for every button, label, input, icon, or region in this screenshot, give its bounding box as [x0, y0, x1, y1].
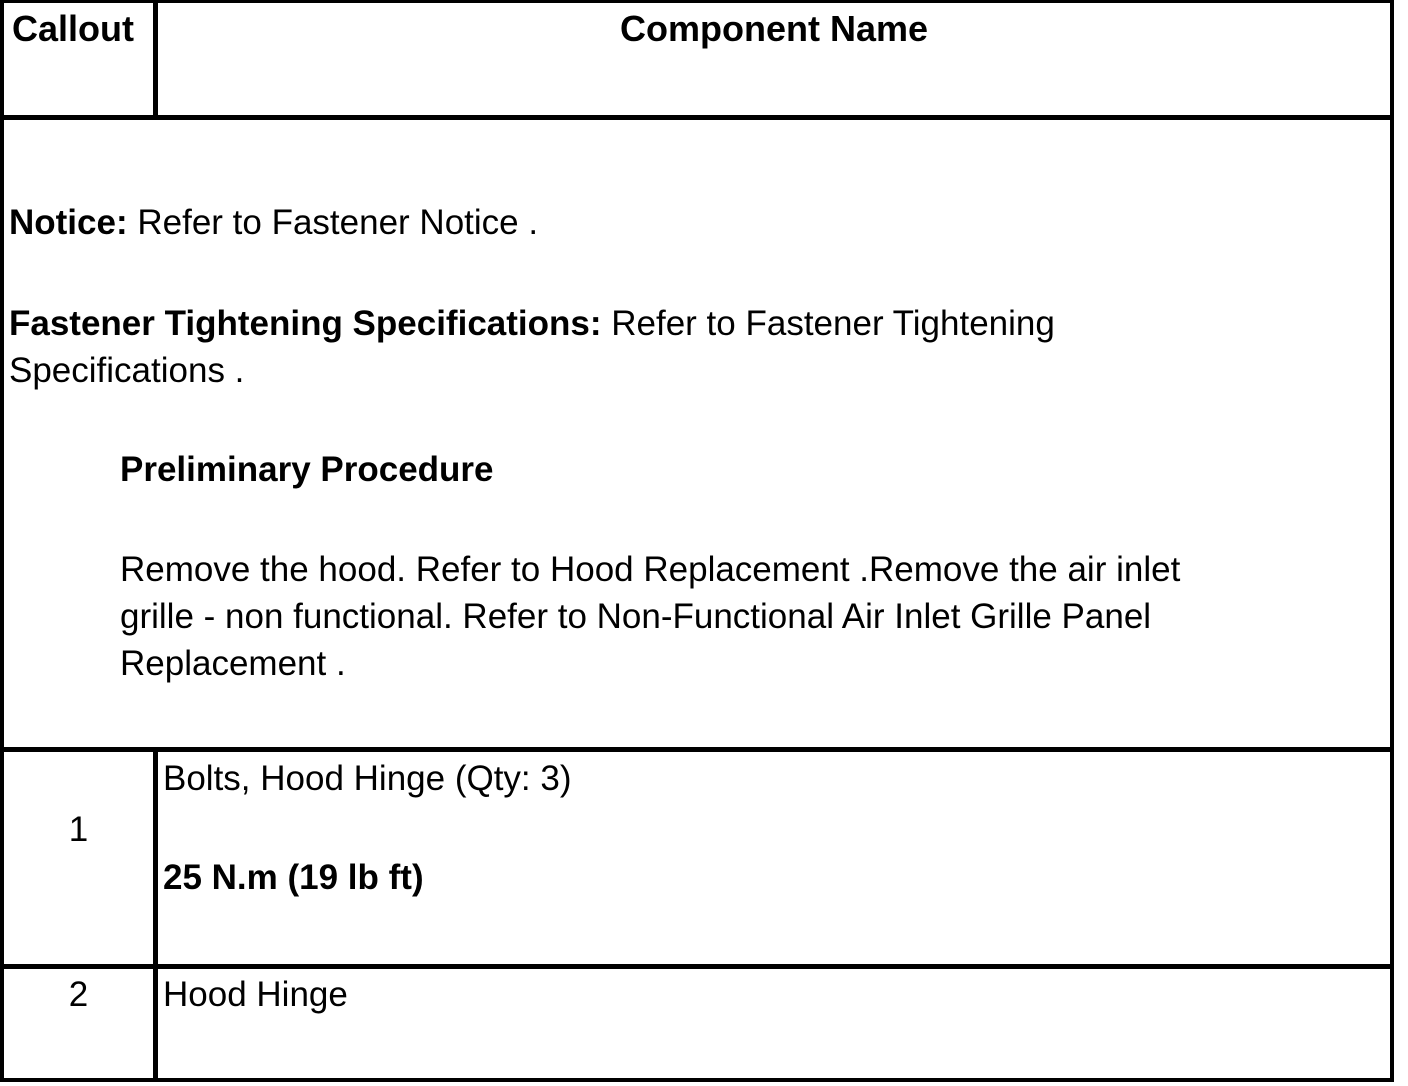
callout-header: Callout [12, 8, 134, 49]
header-bottom-rule [4, 115, 1390, 120]
notes-bottom-rule [4, 747, 1390, 752]
notice-text: Refer to Fastener Notice . [137, 203, 539, 242]
procedure-line-2: grille - non functional. Refer to Non-Functional Air Inlet Grille Panel [120, 597, 1152, 636]
row-1-torque-spec: 25 N.m (19 lb ft) [163, 858, 424, 897]
notice-line [9, 199, 538, 246]
row-separator [4, 964, 1390, 969]
row-1-component-name: Bolts, Hood Hinge (Qty: 3) [163, 759, 572, 798]
procedure-line-1: Remove the hood. Refer to Hood Replacement .Remove the air inlet [120, 550, 1181, 589]
row-1-callout: 1 [68, 810, 89, 849]
component-name-header: Component Name [619, 8, 929, 49]
spec-line-2: Specifications . [9, 351, 245, 390]
procedure-title: Preliminary Procedure [120, 450, 494, 489]
row-column-divider [153, 747, 158, 1081]
notice-label: Notice: [9, 203, 128, 242]
spec-text: Refer to Fastener Tightening [611, 304, 1055, 343]
procedure-line-3: Replacement . [120, 644, 346, 683]
spec-label: Fastener Tightening Specifications: [9, 304, 602, 343]
spec-line-1 [9, 300, 1055, 347]
row-2-component-name: Hood Hinge [163, 975, 348, 1014]
row-2-callout: 2 [68, 975, 89, 1014]
